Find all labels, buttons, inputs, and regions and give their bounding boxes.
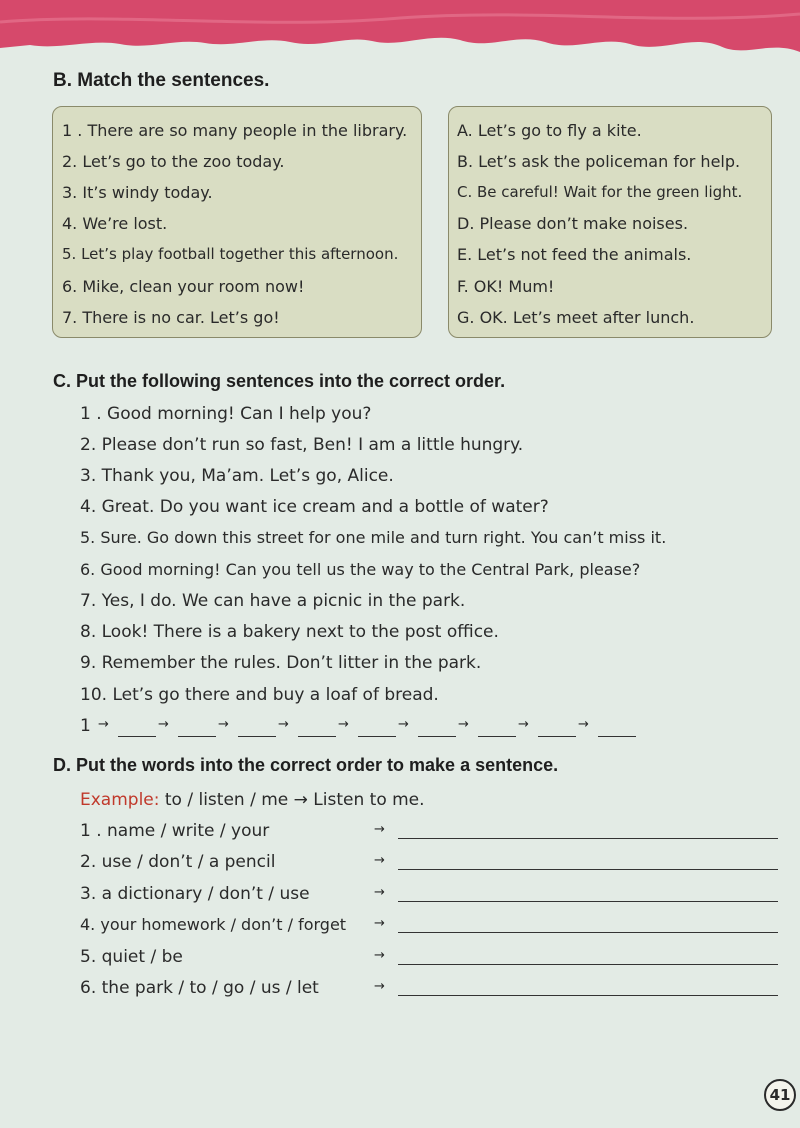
order-sentence: 8. Look! There is a bakery next to the post office. [80,622,499,642]
words-item: 1 . name / write / your [80,821,270,841]
order-blank[interactable] [178,736,216,737]
match-right-item: D. Please don’t make noises. [457,214,689,233]
match-left-item: 6. Mike, clean your room now! [62,277,305,296]
order-blank[interactable] [418,736,456,737]
order-sentence: 5. Sure. Go down this street for one mile and turn right. You can’t miss it. [80,528,667,547]
answer-blank[interactable] [398,901,778,902]
match-right-item: F. OK! Mum! [457,277,555,296]
order-blank[interactable] [298,736,336,737]
match-right-item: B. Let’s ask the policeman for help. [457,152,741,171]
match-left-item: 2. Let’s go to the zoo today. [62,152,285,171]
order-arrow: → [398,717,409,732]
answer-blank[interactable] [398,995,778,996]
answer-arrow: → [374,853,385,868]
answer-arrow: → [374,979,385,994]
section-b-heading: B. Match the sentences. [53,70,270,91]
answer-arrow: → [374,885,385,900]
answer-arrow: → [374,822,385,837]
order-arrow: → [518,717,529,732]
match-left-item: 1 . There are so many people in the library. [62,121,408,140]
match-left-item: 3. It’s windy today. [62,183,213,202]
order-sentence: 3. Thank you, Ma’am. Let’s go, Alice. [80,466,394,486]
example-label: Example: [80,790,160,810]
order-blank[interactable] [118,736,156,737]
match-right-item: E. Let’s not feed the animals. [457,245,692,264]
answer-blank[interactable] [398,838,778,839]
order-sentence: 10. Let’s go there and buy a loaf of bread. [80,685,439,705]
answer-blank[interactable] [398,932,778,933]
match-left-item: 5. Let’s play football together this afternoon. [62,245,399,263]
example-text: to / listen / me → Listen to me. [159,790,425,810]
order-arrow: → [578,717,589,732]
match-right-item: C. Be careful! Wait for the green light. [457,183,743,201]
order-sentence: 9. Remember the rules. Don’t litter in the park. [80,653,482,673]
order-sentence: 7. Yes, I do. We can have a picnic in the park. [80,591,466,611]
order-arrow: → [98,717,109,732]
order-sentence: 1 . Good morning! Can I help you? [80,404,372,424]
words-item: 4. your homework / don’t / forget [80,915,347,934]
order-arrow: → [218,717,229,732]
example-line [80,790,425,810]
order-arrow: → [458,717,469,732]
order-arrow: → [278,717,289,732]
order-blank[interactable] [598,736,636,737]
order-sentence: 2. Please don’t run so fast, Ben! I am a little hungry. [80,435,524,455]
order-sentence: 4. Great. Do you want ice cream and a bottle of water? [80,497,549,517]
answer-arrow: → [374,916,385,931]
answer-blank[interactable] [398,964,778,965]
order-arrow: → [158,717,169,732]
order-blank[interactable] [478,736,516,737]
order-sentence: 6. Good morning! Can you tell us the way to the Central Park, please? [80,560,641,579]
order-start-number: 1 [80,716,91,736]
answer-arrow: → [374,948,385,963]
page-number: 41 [764,1079,796,1111]
order-arrow: → [338,717,349,732]
order-blank[interactable] [358,736,396,737]
order-blank[interactable] [538,736,576,737]
words-item: 6. the park / to / go / us / let [80,978,319,998]
section-c-heading: C. Put the following sentences into the correct order. [53,371,506,391]
words-item: 2. use / don’t / a pencil [80,852,276,872]
section-d-heading: D. Put the words into the correct order to make a sentence. [53,755,559,775]
answer-blank[interactable] [398,869,778,870]
top-decorative-band [0,0,800,72]
match-right-item: G. OK. Let’s meet after lunch. [457,308,695,327]
match-left-item: 7. There is no car. Let’s go! [62,308,280,327]
words-item: 5. quiet / be [80,947,183,967]
words-item: 3. a dictionary / don’t / use [80,884,310,904]
match-right-item: A. Let’s go to fly a kite. [457,121,642,140]
match-left-item: 4. We’re lost. [62,214,168,233]
order-blank[interactable] [238,736,276,737]
